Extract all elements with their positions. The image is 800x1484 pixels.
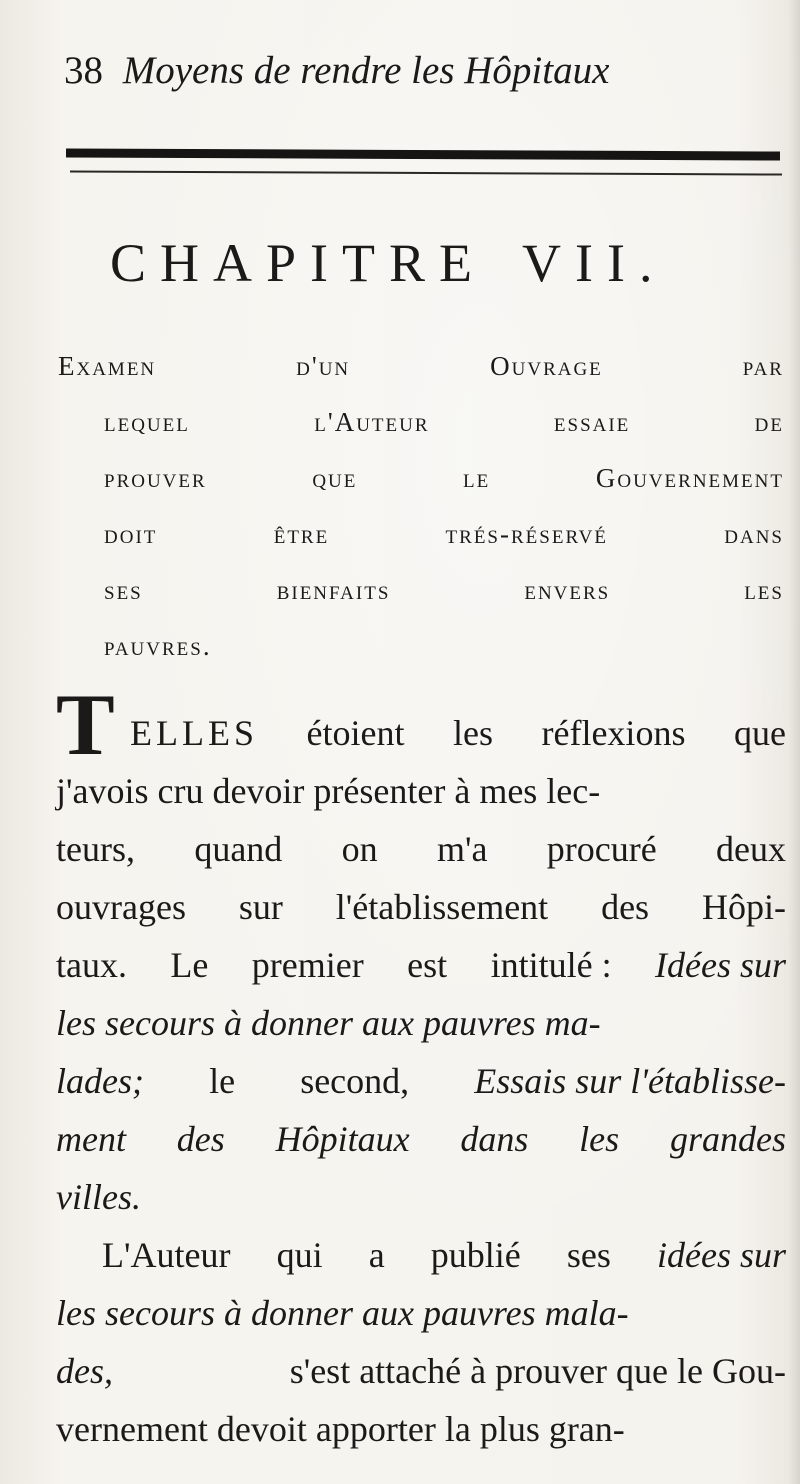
page-number: 38	[64, 49, 103, 92]
text-segment: Idées sur	[655, 945, 786, 985]
running-head	[64, 48, 764, 104]
argument-word: bienfaits	[276, 575, 391, 605]
text-line	[56, 936, 786, 994]
text-segment: s'est attaché à prouver que le Gou-	[289, 1351, 786, 1391]
text-segment: ouvrages	[56, 887, 186, 927]
text-segment: premier	[251, 945, 364, 985]
argument-word: lequel	[104, 407, 190, 437]
text-segment: les	[579, 1119, 620, 1159]
argument-word: les	[744, 575, 784, 605]
argument-line	[58, 338, 784, 394]
text-segment: des	[176, 1119, 225, 1159]
text-segment: le	[209, 1061, 236, 1101]
argument-word: d'un	[296, 351, 351, 381]
text-segment: idées sur	[656, 1235, 786, 1275]
chapter-argument	[58, 338, 784, 674]
argument-line	[104, 394, 784, 450]
text-segment: vernement devoit apporter la plus gran-	[56, 1409, 625, 1449]
text-line	[56, 1052, 786, 1110]
text-line	[56, 878, 786, 936]
chapter-number: VII.	[522, 233, 667, 293]
text-segment: taux.	[56, 945, 127, 985]
text-segment: intitulé :	[490, 945, 612, 985]
argument-word: doit	[104, 519, 158, 549]
argument-line	[104, 506, 784, 562]
text-line	[56, 1110, 786, 1168]
chapter-heading	[110, 232, 750, 292]
drop-cap: T	[56, 677, 115, 774]
text-segment: Essais sur l'établisse-	[474, 1061, 786, 1101]
argument-word: le	[463, 463, 491, 493]
header-rule-thin	[70, 170, 782, 175]
argument-word: l'Auteur	[314, 407, 430, 437]
text-segment: Hôpitaux	[275, 1119, 410, 1159]
text-segment: sur	[238, 887, 283, 927]
text-segment: procuré	[546, 829, 657, 869]
text-segment: dans	[460, 1119, 529, 1159]
text-segment: publié	[430, 1235, 521, 1275]
text-segment: teurs,	[56, 829, 135, 869]
argument-word: pauvres.	[104, 631, 212, 661]
text-segment: ELLES	[130, 713, 258, 753]
text-line	[56, 1226, 786, 1284]
argument-word: envers	[524, 575, 611, 605]
text-line	[56, 1342, 786, 1400]
text-segment: les	[452, 713, 493, 753]
argument-word: que	[312, 463, 358, 493]
text-segment: j'avois cru devoir présenter à mes lec-	[56, 771, 601, 811]
text-segment: que	[733, 713, 786, 753]
argument-word: être	[273, 519, 330, 549]
text-segment: ment	[56, 1119, 126, 1159]
text-line	[56, 820, 786, 878]
text-segment: m'a	[436, 829, 488, 869]
argument-line	[104, 562, 784, 618]
argument-word: trés-réservé	[445, 519, 608, 549]
text-line	[56, 994, 786, 1052]
text-segment: deux	[716, 829, 786, 869]
text-segment: qui	[276, 1235, 323, 1275]
text-segment: on	[341, 829, 378, 869]
text-segment: a	[368, 1235, 385, 1275]
argument-word: Gouvernement	[595, 463, 784, 493]
argument-word: prouver	[104, 463, 207, 493]
text-segment: lades;	[56, 1061, 144, 1101]
argument-word: de	[754, 407, 784, 437]
text-line	[56, 1168, 786, 1226]
text-segment: l'établissement	[335, 887, 549, 927]
text-segment: ses	[566, 1235, 611, 1275]
text-segment: grandes	[669, 1119, 786, 1159]
argument-word: dans	[724, 519, 784, 549]
text-segment: les secours à donner aux pauvres mala-	[56, 1293, 629, 1333]
text-segment: réflexions	[541, 713, 686, 753]
header-rule-thick	[66, 148, 780, 160]
argument-line	[104, 450, 784, 506]
text-segment: étoient	[306, 713, 405, 753]
text-line	[56, 762, 786, 820]
text-segment: Le	[170, 945, 209, 985]
text-segment: des	[601, 887, 650, 927]
text-segment: L'Auteur	[102, 1235, 231, 1275]
argument-word: Ouvrage	[490, 351, 603, 381]
running-title: Moyens de rendre les Hôpitaux	[122, 49, 610, 92]
body-text	[56, 704, 786, 1458]
text-segment: des,	[56, 1351, 113, 1391]
argument-word: par	[742, 351, 784, 381]
text-segment: villes.	[56, 1177, 141, 1217]
text-segment: Hôpi-	[701, 887, 786, 927]
page-edge-shadow	[788, 0, 800, 1484]
argument-line	[104, 618, 784, 674]
text-line	[56, 704, 786, 762]
text-segment: les secours à donner aux pauvres ma-	[56, 1003, 601, 1043]
text-segment: est	[407, 945, 448, 985]
text-line	[56, 1284, 786, 1342]
argument-word: ses	[104, 575, 143, 605]
text-segment: quand	[194, 829, 283, 869]
chapter-word: CHAPITRE	[110, 233, 487, 293]
argument-word: Examen	[58, 351, 157, 381]
argument-word: essaie	[553, 407, 631, 437]
text-segment: second,	[300, 1061, 410, 1101]
text-line	[56, 1400, 786, 1458]
